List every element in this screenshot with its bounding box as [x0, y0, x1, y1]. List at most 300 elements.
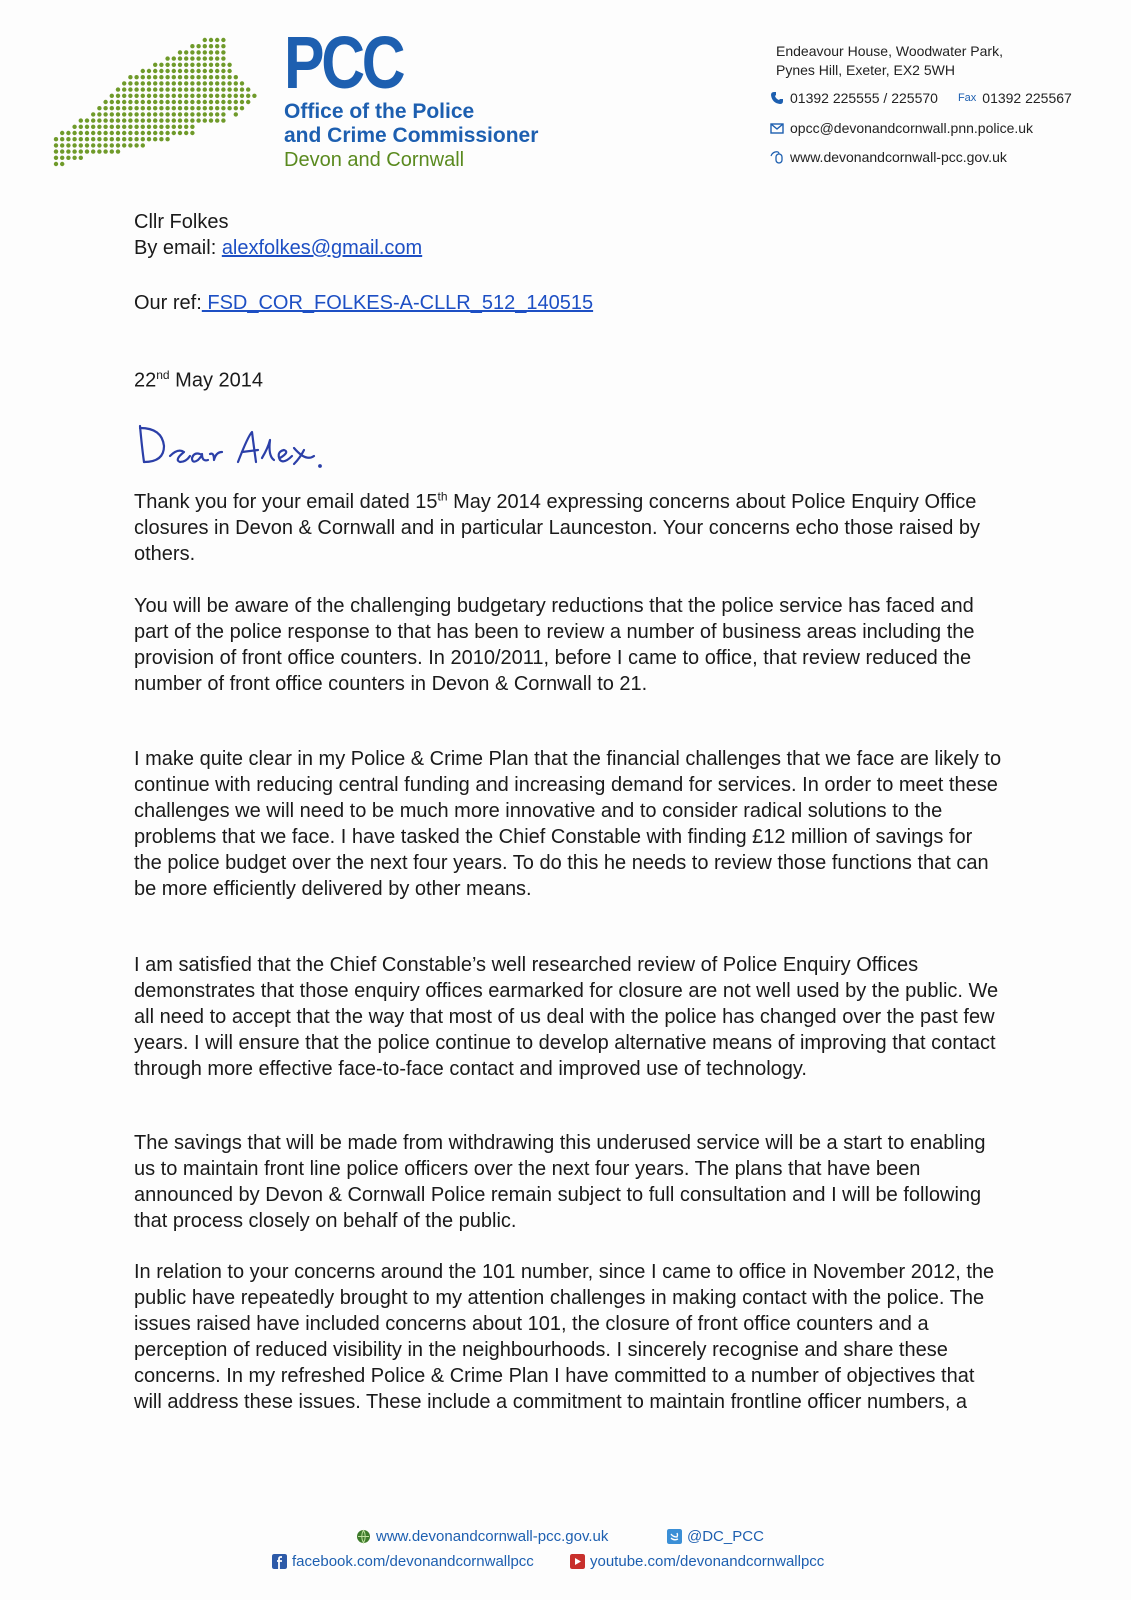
map-dot: [128, 137, 132, 141]
map-dot: [215, 50, 219, 54]
map-dot: [246, 87, 250, 91]
map-dot: [122, 81, 126, 85]
recipient-name: Cllr Folkes: [134, 211, 229, 233]
map-dot: [209, 69, 213, 73]
map-dot: [147, 125, 151, 129]
map-dot: [134, 143, 138, 147]
map-dot: [159, 106, 163, 110]
map-dot: [116, 100, 120, 104]
map-dot: [240, 87, 244, 91]
map-dot: [122, 125, 126, 129]
map-dot: [116, 143, 120, 147]
map-dot: [134, 137, 138, 141]
map-dot: [72, 143, 76, 147]
map-dot: [122, 137, 126, 141]
map-dot: [209, 118, 213, 122]
map-dot: [147, 94, 151, 98]
map-dot: [134, 100, 138, 104]
map-dot: [159, 100, 163, 104]
footer-website[interactable]: www.devonandcornwall-pcc.gov.uk: [376, 1528, 609, 1545]
map-dot: [103, 106, 107, 110]
map-dot: [221, 100, 225, 104]
map-dot: [203, 87, 207, 91]
date-day: 22: [134, 369, 157, 392]
map-dot: [221, 87, 225, 91]
map-dot: [147, 81, 151, 85]
phone-icon: [770, 91, 784, 105]
paragraph-6: In relation to your concerns around the 101 number, since I came to office in November 2012, the public have repeatedly brought to my attention challenges in making contact with the police. The issues raised have included concerns about 101, the closure of front office counters and a perception of reduced visibility in the neighbourhoods. I sincerely recognise and share these concerns. In my refreshed Police & Crime Plan I have committed to a number of objectives that will address these issues. These include a commitment to maintain frontline officer numbers, a: [134, 1261, 995, 1413]
map-dot: [159, 112, 163, 116]
org-name-line1: Office of the Police: [284, 100, 475, 123]
map-dot: [79, 149, 83, 153]
map-dot: [97, 125, 101, 129]
map-dot: [227, 106, 231, 110]
map-dot: [203, 63, 207, 67]
map-dot: [54, 156, 58, 160]
map-dot: [153, 87, 157, 91]
map-dot: [153, 131, 157, 135]
map-dot: [153, 94, 157, 98]
map-dot: [116, 112, 120, 116]
map-dot: [141, 100, 145, 104]
map-dot: [196, 81, 200, 85]
map-dot: [190, 69, 194, 73]
map-dot: [165, 106, 169, 110]
map-dot: [227, 81, 231, 85]
map-dot: [178, 125, 182, 129]
map-dot: [190, 81, 194, 85]
map-dot: [190, 131, 194, 135]
map-dot: [141, 118, 145, 122]
map-dot: [196, 75, 200, 79]
map-dot: [209, 75, 213, 79]
youtube-icon: [570, 1554, 585, 1569]
map-dot: [122, 94, 126, 98]
map-dot: [227, 94, 231, 98]
map-dot: [122, 100, 126, 104]
map-dot: [110, 149, 114, 153]
map-dot: [91, 149, 95, 153]
map-dot: [221, 118, 225, 122]
map-dot: [196, 112, 200, 116]
map-dot: [165, 100, 169, 104]
map-dot: [172, 112, 176, 116]
map-dot: [234, 94, 238, 98]
map-dot: [110, 112, 114, 116]
map-dot: [165, 87, 169, 91]
map-dot: [141, 137, 145, 141]
map-dot: [147, 112, 151, 116]
map-dot: [234, 112, 238, 116]
map-dot: [184, 75, 188, 79]
map-dot: [165, 112, 169, 116]
map-dot: [190, 44, 194, 48]
map-dot: [196, 50, 200, 54]
map-dot: [97, 118, 101, 122]
map-dot: [221, 112, 225, 116]
p1-superscript: th: [437, 489, 448, 504]
map-dot: [116, 106, 120, 110]
map-dot: [234, 106, 238, 110]
map-dot: [178, 87, 182, 91]
map-dot: [141, 106, 145, 110]
map-dot: [72, 156, 76, 160]
map-dot: [128, 94, 132, 98]
p1-part-b: May 2014 expressing concerns about Police Enquiry Office closures in Devon & Cornwall and in particular Launceston. Your concerns echo those raised by others.: [134, 491, 981, 565]
footer-website-row: [356, 1528, 608, 1545]
map-dot: [165, 75, 169, 79]
map-dot: [203, 100, 207, 104]
map-dot: [159, 75, 163, 79]
map-dot: [122, 143, 126, 147]
map-dot: [134, 112, 138, 116]
map-dot: [203, 94, 207, 98]
map-dot: [203, 81, 207, 85]
map-dot: [103, 137, 107, 141]
map-dot: [234, 81, 238, 85]
envelope-icon: [770, 121, 784, 135]
map-dot: [172, 87, 176, 91]
map-dot: [134, 125, 138, 129]
footer-facebook-row: [272, 1553, 534, 1570]
map-dot: [116, 131, 120, 135]
p1-part-a: Thank you for your email dated 15: [134, 491, 438, 513]
map-dot: [203, 118, 207, 122]
paragraph-5: The savings that will be made from withdrawing this underused service will be a start to enabling us to maintain front line police officers over the next four years. The plans that have been announced by Devon & Cornwall Police remain subject to full consultation and I will be following that process closely on behalf of the public.: [134, 1132, 986, 1232]
map-dot: [141, 81, 145, 85]
map-dot: [85, 143, 89, 147]
map-dot: [221, 106, 225, 110]
map-dot: [215, 87, 219, 91]
map-dot: [128, 143, 132, 147]
map-dot: [184, 100, 188, 104]
map-dot: [116, 87, 120, 91]
map-dot: [178, 106, 182, 110]
map-dot: [184, 63, 188, 67]
recipient-block: [134, 209, 1004, 261]
map-dot: [172, 125, 176, 129]
map-dot: [227, 87, 231, 91]
map-dot: [209, 100, 213, 104]
map-dot: [159, 94, 163, 98]
map-dot: [103, 143, 107, 147]
map-dot: [66, 137, 70, 141]
map-dot: [234, 100, 238, 104]
map-dot: [66, 143, 70, 147]
org-region: Devon and Cornwall: [284, 149, 465, 171]
map-dot: [196, 118, 200, 122]
map-dot: [196, 56, 200, 60]
map-dot: [60, 162, 64, 166]
map-dot: [215, 106, 219, 110]
map-dot: [128, 100, 132, 104]
twitter-icon: [667, 1529, 682, 1544]
ref-value: FSD_COR_FOLKES-A-CLLR_512_140515: [201, 292, 594, 314]
map-dot: [153, 63, 157, 67]
map-dot: [221, 56, 225, 60]
map-dot: [190, 75, 194, 79]
map-dot: [141, 143, 145, 147]
map-dot: [165, 69, 169, 73]
mouse-icon: [770, 150, 784, 164]
map-dot: [240, 100, 244, 104]
map-dot: [172, 56, 176, 60]
map-dot: [221, 81, 225, 85]
map-dot: [209, 56, 213, 60]
map-dot: [184, 94, 188, 98]
map-dot: [147, 75, 151, 79]
map-dot: [172, 81, 176, 85]
map-dot: [172, 63, 176, 67]
map-dot: [85, 137, 89, 141]
map-dot: [165, 137, 169, 141]
map-dot: [221, 38, 225, 42]
map-dot: [196, 69, 200, 73]
map-dot: [178, 69, 182, 73]
footer-facebook[interactable]: facebook.com/devonandcornwallpcc: [292, 1553, 534, 1570]
map-dot: [91, 118, 95, 122]
map-dot: [246, 94, 250, 98]
map-dot: [134, 131, 138, 135]
email-row: [770, 120, 1033, 136]
map-dot: [54, 137, 58, 141]
map-dot: [203, 106, 207, 110]
map-dot: [252, 94, 256, 98]
office-address: [776, 42, 1003, 80]
map-dot: [79, 118, 83, 122]
phone-row: [770, 90, 1072, 106]
website-row: [770, 149, 1007, 165]
org-name-line2: and Crime Commissioner: [284, 124, 539, 147]
map-dot: [122, 106, 126, 110]
map-dot: [178, 131, 182, 135]
map-dot: [184, 50, 188, 54]
map-dot: [159, 118, 163, 122]
map-dot: [190, 106, 194, 110]
footer-youtube[interactable]: youtube.com/devonandcornwallpcc: [590, 1553, 825, 1570]
footer-twitter-row: [667, 1528, 764, 1545]
map-dot: [72, 149, 76, 153]
map-dot: [240, 81, 244, 85]
map-dot: [190, 87, 194, 91]
map-dot: [215, 56, 219, 60]
ref-label: Our ref:: [134, 292, 202, 314]
map-dot: [153, 69, 157, 73]
map-dot: [215, 38, 219, 42]
map-dot: [215, 100, 219, 104]
map-dot: [190, 112, 194, 116]
map-dot: [79, 143, 83, 147]
devon-cornwall-map-logo: [50, 34, 290, 184]
map-dot: [110, 100, 114, 104]
map-dot: [178, 56, 182, 60]
map-dot: [79, 125, 83, 129]
map-dot: [165, 125, 169, 129]
footer-twitter[interactable]: @DC_PCC: [687, 1528, 764, 1545]
map-dot: [178, 100, 182, 104]
map-dot: [221, 50, 225, 54]
map-dot: [97, 106, 101, 110]
map-dot: [196, 106, 200, 110]
map-dot: [54, 149, 58, 153]
map-dot: [227, 100, 231, 104]
map-dot: [165, 118, 169, 122]
map-dot: [134, 118, 138, 122]
map-dot: [91, 112, 95, 116]
map-dot: [128, 118, 132, 122]
map-dot: [116, 125, 120, 129]
map-dot: [196, 44, 200, 48]
map-dot: [178, 50, 182, 54]
map-dot: [215, 81, 219, 85]
globe-icon: [356, 1529, 371, 1544]
map-dot: [184, 87, 188, 91]
map-dot: [159, 69, 163, 73]
map-dot: [141, 125, 145, 129]
map-dot: [72, 125, 76, 129]
email-label: By email:: [134, 237, 222, 259]
map-dot: [110, 143, 114, 147]
map-dot: [60, 156, 64, 160]
office-email[interactable]: opcc@devonandcornwall.pnn.police.uk: [790, 120, 1034, 136]
map-dot: [128, 106, 132, 110]
map-dot: [128, 125, 132, 129]
map-dot: [103, 100, 107, 104]
map-dot: [190, 56, 194, 60]
map-dot: [209, 38, 213, 42]
map-dot: [227, 69, 231, 73]
map-dot: [128, 112, 132, 116]
map-dot: [60, 149, 64, 153]
map-dot: [66, 131, 70, 135]
map-dot: [153, 125, 157, 129]
map-dot: [97, 137, 101, 141]
date-month-year: May 2014: [169, 369, 263, 392]
map-dot: [79, 137, 83, 141]
map-dot: [60, 137, 64, 141]
map-dot: [134, 75, 138, 79]
map-dot: [240, 106, 244, 110]
map-dot: [190, 63, 194, 67]
map-dot: [91, 125, 95, 129]
map-dot: [159, 81, 163, 85]
map-dot: [190, 50, 194, 54]
recipient-email-link[interactable]: alexfolkes@gmail.com: [221, 237, 423, 259]
map-dot: [85, 118, 89, 122]
map-dot: [91, 137, 95, 141]
letter-date: [134, 368, 263, 393]
map-dot: [147, 131, 151, 135]
map-dot: [60, 131, 64, 135]
address-line1: Endeavour House, Woodwater Park,: [776, 43, 1003, 59]
map-dot: [141, 87, 145, 91]
map-dot: [103, 149, 107, 153]
map-dot: [66, 149, 70, 153]
map-dot: [203, 69, 207, 73]
fax-label: Fax: [957, 92, 977, 104]
map-dot: [203, 56, 207, 60]
pcc-logo-text: PCC: [284, 21, 403, 104]
map-dot: [128, 81, 132, 85]
map-dot: [85, 125, 89, 129]
handwritten-salutation: [134, 418, 334, 478]
map-dot: [153, 137, 157, 141]
map-dot: [203, 44, 207, 48]
map-dot: [103, 131, 107, 135]
map-dot: [141, 112, 145, 116]
map-dot: [134, 87, 138, 91]
map-dot: [184, 131, 188, 135]
map-dot: [203, 38, 207, 42]
map-dot: [128, 87, 132, 91]
map-dot: [116, 137, 120, 141]
map-dot: [203, 50, 207, 54]
date-suffix: nd: [156, 368, 170, 382]
map-dot: [79, 131, 83, 135]
map-dot: [209, 94, 213, 98]
map-dot: [159, 87, 163, 91]
map-dot: [209, 106, 213, 110]
map-dot: [141, 131, 145, 135]
map-dot: [178, 81, 182, 85]
map-dot: [215, 63, 219, 67]
map-dot: [190, 94, 194, 98]
reference-line: [134, 290, 593, 316]
map-dot: [221, 75, 225, 79]
map-dot: [116, 149, 120, 153]
map-dot: [209, 44, 213, 48]
map-dot: [122, 112, 126, 116]
map-dot: [184, 69, 188, 73]
map-dot: [190, 118, 194, 122]
map-dot: [165, 94, 169, 98]
map-dot: [153, 106, 157, 110]
map-dot: [159, 131, 163, 135]
map-dot: [72, 137, 76, 141]
map-dot: [159, 137, 163, 141]
map-dot: [209, 112, 213, 116]
map-dot: [128, 131, 132, 135]
map-dot: [240, 94, 244, 98]
map-dot: [184, 56, 188, 60]
office-website[interactable]: www.devonandcornwall-pcc.gov.uk: [790, 149, 1007, 165]
map-dot: [60, 143, 64, 147]
map-dot: [178, 75, 182, 79]
map-dot: [215, 75, 219, 79]
map-dot: [54, 162, 58, 166]
paragraph-2: You will be aware of the challenging budgetary reductions that the police service has faced and part of the police response to that has been to review a number of business areas including the provision of front office counters. In 2010/2011, before I came to office, that review reduced the number of front office counters in Devon & Cornwall to 21.: [134, 595, 975, 695]
map-dot: [97, 143, 101, 147]
map-dot: [172, 94, 176, 98]
map-dot: [184, 118, 188, 122]
recipient-email-line: [134, 235, 1004, 261]
map-dot: [153, 112, 157, 116]
paragraph-4: I am satisfied that the Chief Constable’s well researched review of Police Enquiry Offices demonstrates that those enquiry offices earmarked for closure are not well used by the public. We all need to accept that the way that most of us deal with the police has changed over the past few years. I will ensure that the police continue to develop alternative means of improving that contact through more effective face-to-face contact and improved use of technology.: [134, 954, 999, 1080]
footer-youtube-row: [570, 1553, 824, 1570]
map-dot: [79, 156, 83, 160]
map-dot: [221, 94, 225, 98]
paragraph-1: [134, 489, 1004, 567]
map-dot: [103, 125, 107, 129]
map-dot: [196, 100, 200, 104]
map-dot: [128, 75, 132, 79]
map-dot: [215, 118, 219, 122]
map-dot: [153, 75, 157, 79]
map-dot: [209, 63, 213, 67]
map-dot: [110, 106, 114, 110]
map-dot: [221, 69, 225, 73]
map-dot: [184, 125, 188, 129]
